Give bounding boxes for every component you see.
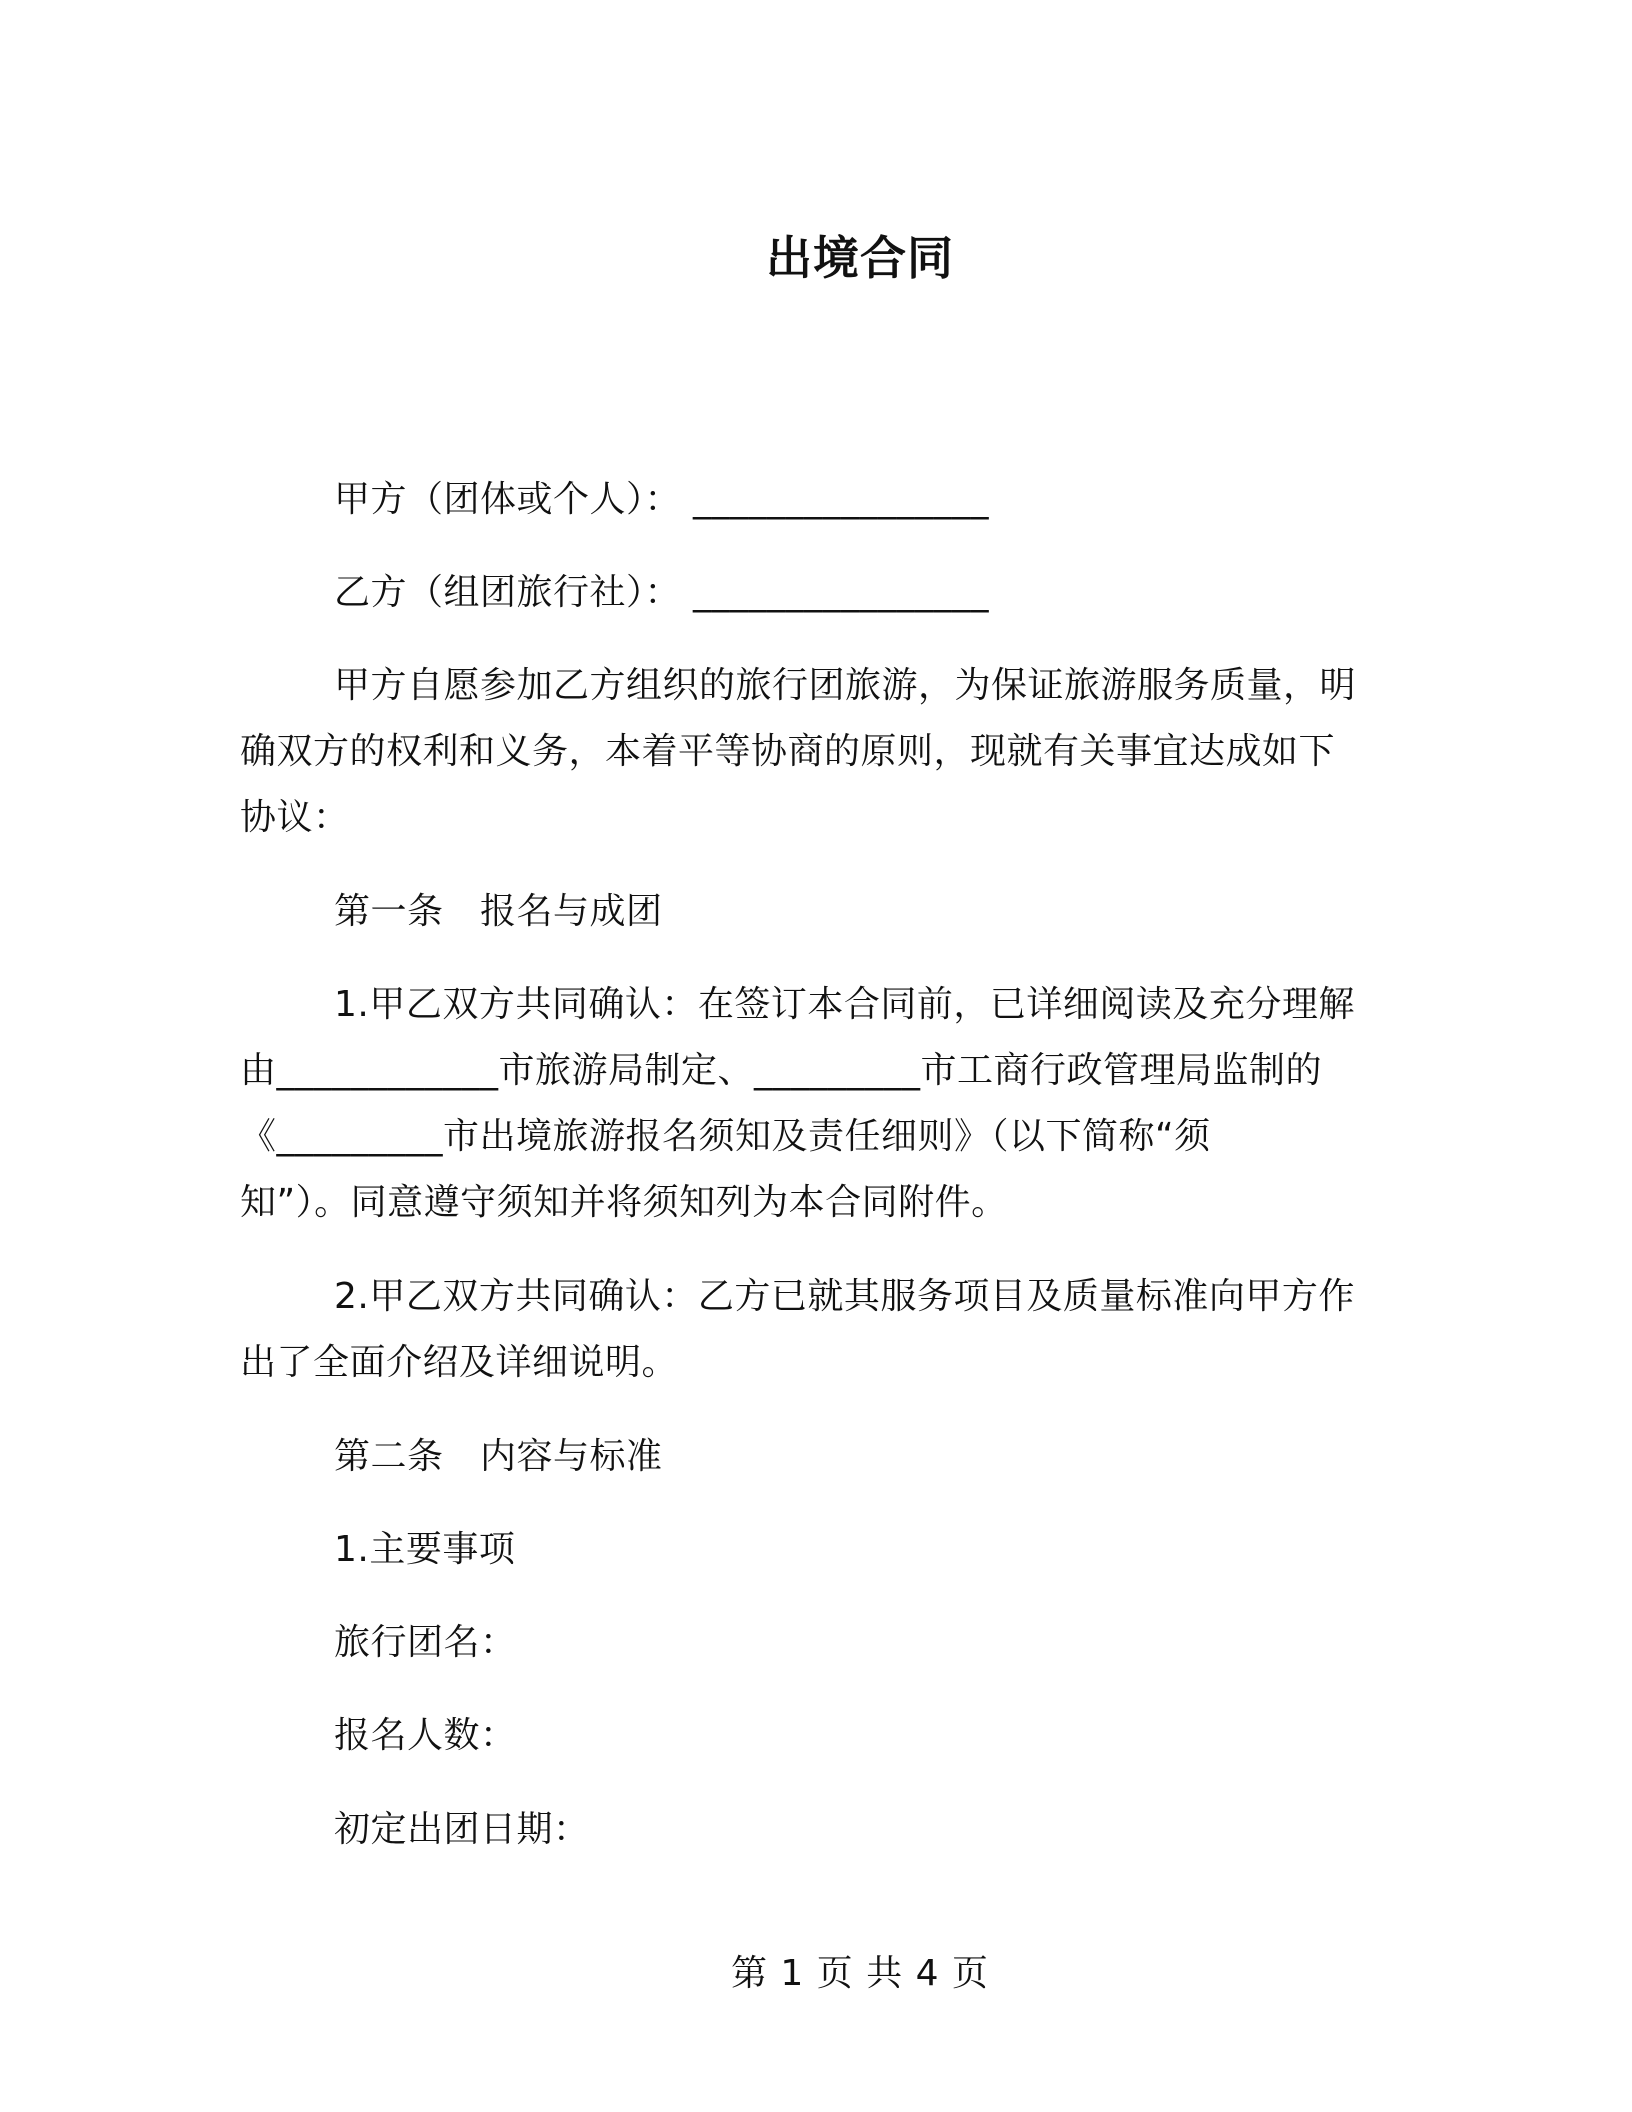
article1-item2-line-2: 出了全面介绍及详细说明。: [240, 1342, 679, 1383]
intro-line-1: 甲方自愿参加乙方组织的旅行团旅游，为保证旅游服务质量，明: [334, 665, 1357, 706]
article1-item1-line-4: 知”）。同意遵守须知并将须知列为本合同附件。: [240, 1182, 1008, 1223]
field-departure-date: 初定出团日期：: [334, 1809, 590, 1850]
page-indicator: 第 1 页 共 4 页: [730, 1953, 990, 1994]
party-a-line: 甲方（团体或个人）： ________________: [334, 479, 989, 520]
field-headcount: 报名人数：: [334, 1715, 517, 1756]
article2-item1: 1.主要事项: [334, 1529, 516, 1570]
party-b-line: 乙方（组团旅行社）： ________________: [334, 572, 989, 613]
article2-heading: 第二条 内容与标准: [334, 1436, 663, 1477]
article1-item1-line-3: 《_________市出境旅游报名须知及责任细则》（以下简称“须: [240, 1116, 1211, 1157]
article1-item1-line-1: 1.甲乙双方共同确认：在签订本合同前，已详细阅读及充分理解: [334, 984, 1355, 1025]
article1-item2-line-1: 2.甲乙双方共同确认：乙方已就其服务项目及质量标准向甲方作: [334, 1276, 1355, 1317]
intro-line-2: 确双方的权利和义务，本着平等协商的原则，现就有关事宜达成如下: [240, 731, 1336, 772]
intro-line-3: 协议：: [240, 797, 350, 838]
article1-item1-line-2: 由____________市旅游局制定、_________市工商行政管理局监制的: [240, 1050, 1323, 1091]
document-title: 出境合同: [766, 231, 954, 285]
field-group-name: 旅行团名：: [334, 1622, 517, 1663]
article1-heading: 第一条 报名与成团: [334, 891, 663, 932]
